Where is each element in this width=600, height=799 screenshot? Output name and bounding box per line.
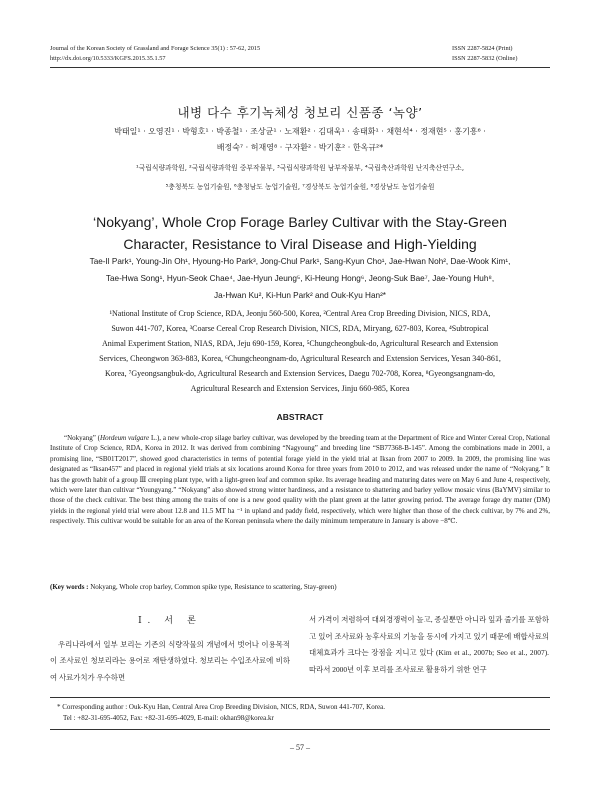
journal-citation: Journal of the Korean Society of Grassland and Forage Science 35(1) : 57-62, 2015 — [50, 45, 261, 52]
korean-authors-2: 배정숙⁷ · 허재영⁸ · 구자환² · 박기훈² · 한옥규²* — [216, 143, 384, 152]
intro-paragraph-left: 우리나라에서 일부 보리는 기존의 식량작물의 개념에서 벗어나 이용목적이 조사료인 청보리라는 용어로 재탄생하였다. 청보리는 수입조사료에 비하여 사료가치가 우수하면 — [50, 639, 290, 682]
header-rule — [50, 67, 550, 68]
bottom-rule — [50, 729, 550, 730]
english-affiliation-2: Suwon 441-707, Korea, ³Coarse Cereal Crop Research Division, NICS, RDA, Miryang, 627-803, Korea, ⁴Subtropical — [111, 324, 489, 333]
english-authors-3: Ja-Hwan Ku², Ki-Hun Park² and Ouk-Kyu Han²* — [213, 291, 386, 300]
abstract-text-body: L.), a new whole-crop silage barley cultivar, was developed by the breeding team at the Department of Rice and Winter Cereal Crop, National Institute of Crop Science, RDA, Korea in 2012. It was derived from combining “Nagyoung” and breeding line “SB77368-B-145”. Among the combinations made in 2001, a promising line, “SB01T2017”, showed good characteristics in terms of potential forage yield in the yield trial at Iksan from 2007 to 2009. In 2009, the promising line was designated as “Iksan457” and placed in regional yield trials at six locations around Korea for three years from 2010 to 2012, and was released under the name of “Nokyang.” It has the growth habit of a group Ⅲ creeping plant type, with a light-green leaf and common spike. Its average heading and maturing dates were on May 6 and June 4, respectively, which were later than cultivar “Youngyang.” “Nokyang” also showed strong winter hardiness, and a resistance to shattering and barley yellow mosaic virus (BaYMV) similar to those of the check cultivar. The best thing among the traits of one is a new good quality with the plant green at the latter growing period. The average forage dry matter (DM) yields in the regional yield trial were about 12.8 and 11.5 MT ha ⁻¹ in upland and paddy field, respectively, which were higher than those of the check cultivar, by 7% and 2%, respectively. This cultivar would be suitable for an area of the Korean peninsula where the daily minimum temperature in January is above −8℃. — [50, 434, 550, 526]
english-affiliation-6: Agricultural Research and Extension Services, Jinju 660-985, Korea — [190, 384, 410, 393]
keywords — [50, 583, 550, 591]
abstract-text-start: “Nokyang” ( — [64, 434, 101, 442]
english-affiliation-1: ¹National Institute of Crop Science, RDA, Jeonju 560-500, Korea, ²Central Area Crop Breeding Division, NICS, RDA, — [109, 309, 491, 318]
species-name: Hordeum vulgare — [100, 434, 150, 442]
journal-header-left — [50, 44, 260, 63]
body-left-column — [50, 612, 290, 686]
footnote-rule — [50, 697, 550, 698]
body-right-column — [309, 612, 549, 678]
korean-authors-1: 박태일¹ · 오영진¹ · 박형호¹ · 박종철¹ · 조상균¹ · 노재환² · 김대욱¹ · 송태화¹ · 채현석⁴ · 정재현⁵ · 홍기흥⁶ · — [114, 127, 486, 136]
korean-affiliation-2: ⁵충청북도 농업기술원, ⁶충청남도 농업기술원, ⁷경상북도 농업기술원, ⁸경상남도 농업기술원 — [165, 183, 435, 191]
korean-affiliation-1: ¹국립식량과학원, ²국립식량과학원 중부작물부, ³국립식량과학원 남부작물부, ⁴국립축산과학원 난지축산연구소, — [136, 164, 464, 172]
english-affiliation-4: Services, Cheongwon 363-883, Korea, ⁶Chungcheongnam-do, Agricultural Research and Extension Services, Yesan 340-861, — [99, 354, 501, 363]
english-authors-2: Tae-Hwa Song¹, Hyun-Seok Chae⁴, Jae-Hyun Jeung⁵, Ki-Heung Hong⁶, Jeong-Suk Bae⁷, Jae-Young Huh⁸, — [105, 274, 495, 283]
journal-header-right — [452, 44, 517, 63]
english-affiliation-3: Animal Experiment Station, NIAS, RDA, Jeju 690-159, Korea, ⁵Chungcheongbuk-do, Agricultural Research and Extension — [101, 339, 499, 348]
korean-title: 내병 다수 후기녹체성 청보리 신품종 ‘녹양’ — [177, 105, 423, 120]
correspondence-line-2: Tel : +82-31-695-4052, Fax: +82-31-695-4029, E-mail: okhan98@korea.kr — [63, 714, 274, 722]
english-authors-1: Tae-Il Park¹, Young-Jin Oh¹, Hyoung-Ho Park³, Jong-Chul Park¹, Sang-Kyun Cho¹, Jae-Hwan Noh², Dae-Wook Kim¹, — [89, 257, 511, 266]
english-title-2: Character, Resistance to Viral Disease and High-Yielding — [123, 236, 477, 252]
keywords-text: Nokyang, Whole crop barley, Common spike type, Resistance to scattering, Stay-green) — [88, 583, 337, 591]
correspondence-note — [57, 702, 385, 724]
abstract-heading: ABSTRACT — [276, 412, 324, 422]
page-number: – 57 – — [290, 743, 310, 752]
keywords-label: (Key words : — [50, 583, 89, 591]
section-heading-introduction: Ⅰ. 서 론 — [138, 615, 202, 625]
doi-link[interactable]: http://dx.doi.org/10.5333/KGFS.2015.35.1.57 — [50, 54, 166, 62]
correspondence-line-1: * Corresponding author : Ouk-Kyu Han, Central Area Crop Breeding Division, NICS, RDA, Suwon 441-707, Korea. — [57, 703, 385, 711]
english-affiliation-5: Korea, ⁷Gyeongsangbuk-do, Agricultural Research and Extension Services, Daegu 702-708, Korea, ⁸Gyeongsangnam-do, — [105, 369, 495, 378]
issn-print: ISSN 2287-5824 (Print) — [452, 45, 513, 52]
issn-online: ISSN 2287-5832 (Online) — [452, 54, 518, 62]
abstract-text — [50, 433, 550, 527]
english-title-1: ‘Nokyang’, Whole Crop Forage Barley Cultivar with the Stay-Green — [93, 214, 507, 230]
intro-paragraph-right: 서 가격이 저렴하여 대외경쟁력이 높고, 종실뿐만 아니라 잎과 줄기를 포함하고 있어 조사료와 농후사료의 기능을 동시에 가지고 있기 때문에 배합사료의 대체효과가 크다는 장점을 지니고 있다 (Kim et al., 2007b; Seo et al., 2007). 따라서 2000년 이후 보리를 조사료로 활용하기 위한 연구 — [309, 615, 549, 674]
